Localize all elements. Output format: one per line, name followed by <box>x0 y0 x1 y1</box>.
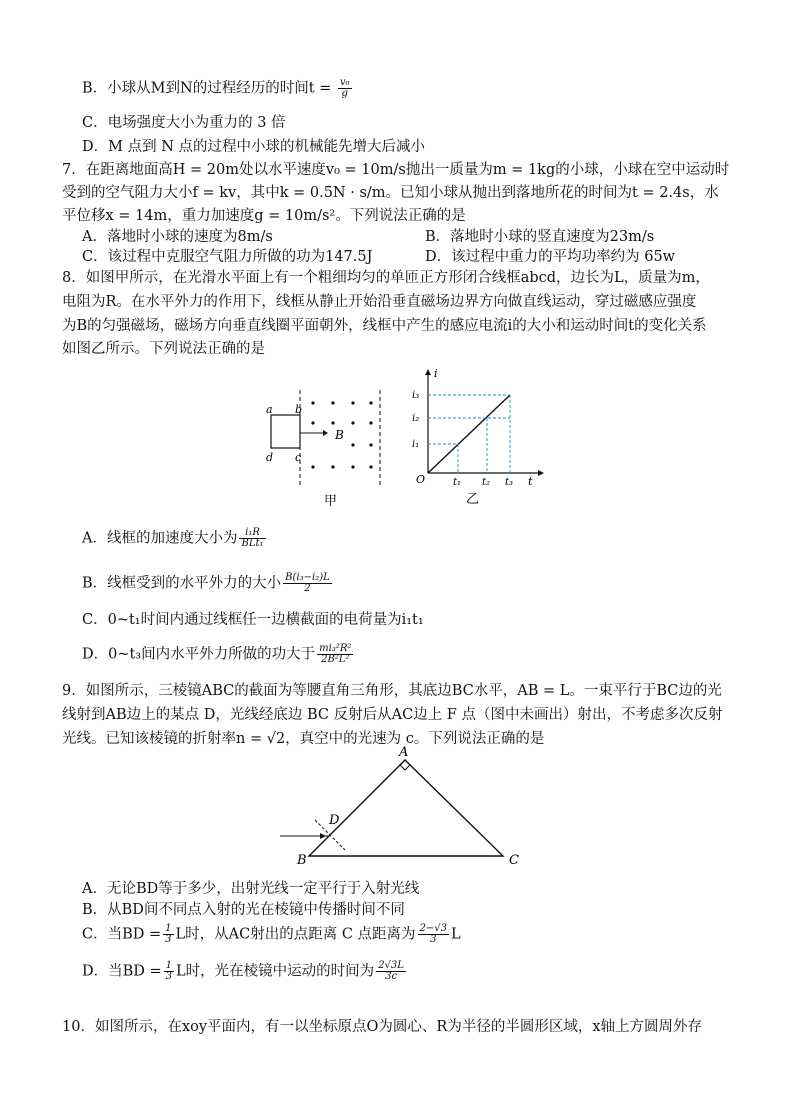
label-b: b <box>295 403 303 416</box>
velocity-arrowhead <box>323 430 328 436</box>
q9-option-d-text-2: L时，光在棱镜中运动的时间为 <box>176 963 375 980</box>
q8-option-b <box>82 573 334 594</box>
q9-option-a: A．无论BD等于多少，出射光线一定平行于入射光线 <box>82 881 420 897</box>
q8-option-a-text: A．线框的加速度大小为 <box>82 530 238 547</box>
q8-figure-yi <box>410 365 550 510</box>
q9-stem-line-1: 9．如图所示，三棱镜ABC的截面为等腰直角三角形，其底边BC水平，AB = L。一束平行于BC边的光 <box>62 683 722 699</box>
q6-option-c: C．电场强度大小为重力的 3 倍 <box>82 115 286 131</box>
label-t-axis: t <box>528 475 533 488</box>
label-D: D <box>329 813 340 828</box>
q8-option-a-fraction: $\frac{\text{i₁R}}{\text{BLt₁}}$ <box>241 527 264 549</box>
q9-stem-line-2: 线射到AB边上的某点 D，光线经底边 BC 反射后从AC边上 F 点（图中未画出）射出，不考虑多次反射 <box>62 707 723 723</box>
q7-option-c: C．该过程中克服空气阻力所做的功为147.5J <box>82 249 373 265</box>
q9-option-c-text-1: C．当BD = <box>82 926 162 943</box>
label-i1: i₁ <box>412 439 420 450</box>
q8-stem-line-1: 8．如图甲所示，在光滑水平面上有一个粗细均匀的单匝正方形闭合线框abcd，边长为L，质量为m， <box>62 270 710 286</box>
q9-option-c-fraction-2: $\frac{2-√3}{3}$ <box>419 923 448 945</box>
q9-option-c <box>82 924 461 945</box>
q8-option-b-text: B．线框受到的水平外力的大小 <box>82 575 282 592</box>
figure-yi-caption: 乙 <box>466 492 480 507</box>
label-i-axis: i <box>434 367 438 380</box>
label-i3: i₃ <box>412 390 420 401</box>
wire-frame-abcd <box>271 415 300 448</box>
q8-stem-line-3: 为B的匀强磁场，磁场方向垂直线圈平面朝外，线框中产生的感应电流i的大小和运动时间t的变化关系 <box>62 318 707 334</box>
q7-stem-line-2: 受到的空气阻力大小f = kv，其中k = 0.5N · s/m。已知小球从抛出到落地所花的时间为t = 2.4s，水 <box>62 185 719 201</box>
label-A: A <box>399 745 409 760</box>
label-C: C <box>509 853 519 867</box>
q6-option-b-text: B．小球从M到N的过程经历的时间t = <box>82 80 332 97</box>
q8-option-a <box>82 528 268 549</box>
label-t1: t₁ <box>453 477 462 488</box>
q9-option-d <box>82 961 408 982</box>
q7-stem-line-1: 7．在距离地面高H = 20m处以水平速度v₀ = 10m/s抛出一质量为m = 1kg的小球，小球在空中运动时 <box>62 162 730 178</box>
q8-option-d <box>82 644 355 665</box>
q9-option-b: B．从BD间不同点入射的光在棱镜中传播时间不同 <box>82 902 405 918</box>
q7-option-b: B．落地时小球的竖直速度为23m/s <box>425 229 655 245</box>
label-t2: t₂ <box>482 477 491 488</box>
q6-option-b-fraction: $\frac{\text{v₀}}{g}$ <box>339 77 350 99</box>
q9-option-d-fraction-1: $\frac{1}{3}$ <box>165 960 173 982</box>
q8-option-d-text: D．0~t₃间内水平外力所做的功大于 <box>82 646 316 663</box>
q9-option-c-fraction-1: $\frac{1}{3}$ <box>165 923 172 945</box>
figure-jia-caption: 甲 <box>324 494 338 509</box>
prism-triangle <box>309 760 503 856</box>
label-B-field: B <box>335 428 344 442</box>
incident-ray-arrowhead <box>320 833 326 839</box>
label-origin: O <box>416 473 426 486</box>
q9-option-d-text-1: D．当BD = <box>82 963 162 980</box>
label-c: c <box>295 451 302 464</box>
q6-option-b <box>82 78 354 99</box>
right-angle-mark <box>400 760 410 770</box>
i-axis-arrow <box>425 369 431 375</box>
q8-stem-line-4: 如图乙所示。下列说法正确的是 <box>62 341 265 357</box>
q8-option-b-fraction: $\frac{\text{B(i₃−i₂)L}}{2}$ <box>285 572 330 594</box>
t-axis-arrow <box>538 470 544 476</box>
q7-option-d: D．该过程中重力的平均功率约为 65w <box>425 249 676 265</box>
q7-option-a: A．落地时小球的速度为8m/s <box>82 229 273 245</box>
q10-stem-line-1: 10．如图所示，在xoy平面内，有一以坐标原点O为圆心、R为半径的半圆形区域，x轴上方圆周外存 <box>62 1019 703 1035</box>
label-a: a <box>266 403 273 416</box>
q9-option-c-text-3: L <box>451 926 461 943</box>
label-B: B <box>297 853 307 867</box>
q9-prism-figure <box>275 742 535 867</box>
label-d: d <box>266 451 274 464</box>
q8-figure-jia <box>260 385 390 510</box>
q6-option-d: D．M 点到 N 点的过程中小球的机械能先增大后减小 <box>82 139 425 155</box>
q8-stem-line-2: 电阻为R。在水平外力的作用下，线框从静止开始沿垂直磁场边界方向做直线运动，穿过磁感应强度 <box>62 294 697 310</box>
q9-option-d-fraction-2: $\frac{2√3L}{3c}$ <box>378 960 404 982</box>
q9-option-c-text-2: L时，从AC射出的点距离 C 点距离为 <box>175 926 416 943</box>
q9-stem-line-3: 光线。已知该棱镜的折射率n = √2，真空中的光速为 c。下列说法正确的是 <box>62 731 545 747</box>
q8-option-d-fraction: $\frac{\text{mi₃²R²}}{\text{2B²L²}}$ <box>319 643 352 665</box>
label-t3: t₃ <box>505 477 514 488</box>
label-i2: i₂ <box>412 413 420 424</box>
q8-option-c: C．0~t₁时间内通过线框任一边横截面的电荷量为i₁t₁ <box>82 612 424 628</box>
q7-stem-line-3: 平位移x = 14m，重力加速度g = 10m/s²。下列说法正确的是 <box>62 208 466 224</box>
current-graph-line <box>428 395 510 473</box>
